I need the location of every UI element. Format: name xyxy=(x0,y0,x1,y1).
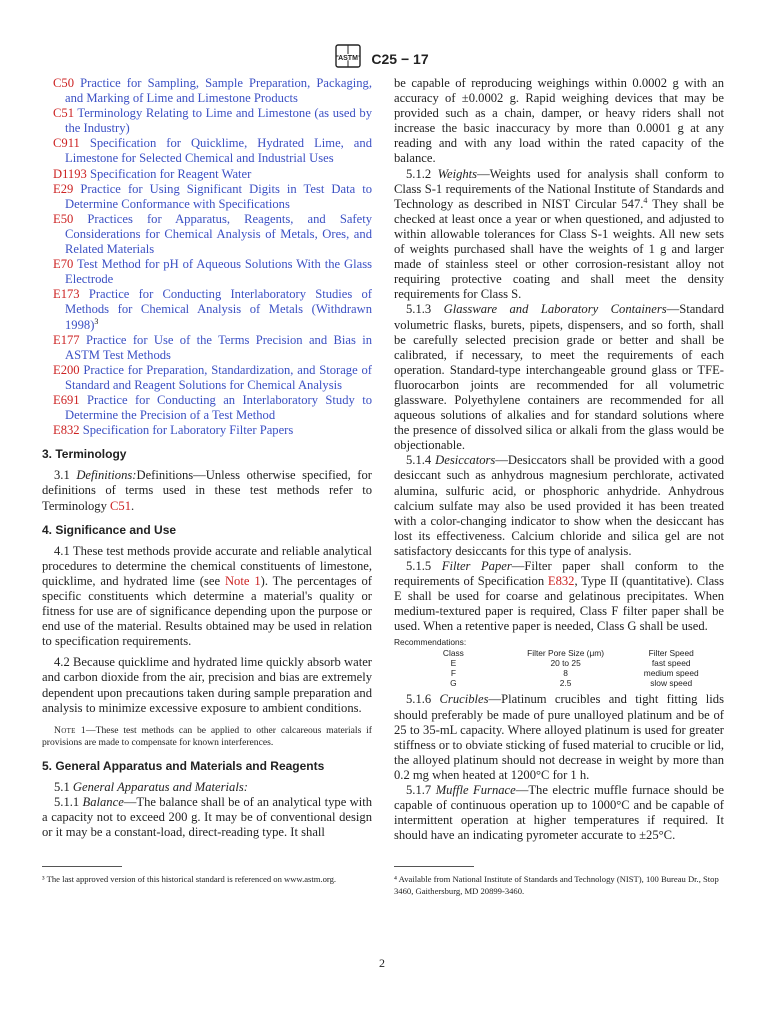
paragraph-5-1-2: 5.1.2 Weights—Weights used for analysis shall conform to Class S-1 requirements of the National Institute of Standards and Technology as described in NIST Circular 547.$^4$ They shall be checked at least once a year or when questioned, and adjusted to within allowable tolerances for Class S-1 weights. All new sets of weights purchased shall have the weights of 1 g and larger made of stainless steel or other corrosion-resistant alloy not requiring protective coating and shall meet the density requirements for Class S. xyxy=(394,166,724,302)
paragraph-5-1-4: 5.1.4 Desiccators—Desiccators shall be provided with a good desiccant such as anhydrous magnesium perchlorate, activated alumina, sulfuric acid, or phosphoric anhydride. Anhydrous calcium sulfate may also be used provided it has been treated with a color-changing indicator to show when the desiccant has lost its effectiveness. Calcium chloride and silica gel are not satisfactory desiccants for this type of analysis. xyxy=(394,453,724,558)
footnote-divider xyxy=(394,866,474,867)
paragraph-5-1-1-cont: be capable of reproducing weighings within 0.0002 g with an accuracy of ±0.0002 g. Rapid weighing devices that may be provided such as a chain, damper, or heavy riders shall not increase the basic inaccuracy by more than 0.0001 g at any reading and with any load within the rated capacity of the balance. xyxy=(394,76,724,166)
section-heading-significance: 4. Significance and Use xyxy=(42,522,177,537)
paragraph-5-1-7: 5.1.7 Muffle Furnace—The electric muffle furnace should be capable of continuous operation up to 1000°C and be capable of intermittent operation at higher temperatures if required. It should have an indicating pyrometer accurate to ±25°C. xyxy=(394,783,725,843)
reference-item[interactable]: E29 Practice for Using Significant Digits in Test Data to Determine Conformance with Specifications xyxy=(53,181,372,211)
left-column xyxy=(42,76,372,840)
note-1: Note 1—These test methods can be applied to other calcareous materials if provisions are made to compensate for known interferences. xyxy=(42,724,373,749)
paragraph-4-2: 4.2 Because quicklime and hydrated lime quickly absorb water and carbon dioxide from the air, precision and bias are extremely dependent upon precautions taken during sample preparation and analysis to minimize excessive exposure to ambient conditions. xyxy=(42,655,372,715)
right-column xyxy=(394,76,724,843)
reference-list xyxy=(42,76,372,438)
link-c51[interactable]: C51 xyxy=(110,498,132,513)
paragraph-5-1-5: 5.1.5 Filter Paper—Filter paper shall conform to the requirements of Specification E832, Type II (quantitative). Class E shall be used for coarse and gelatinous precipitates. When medium-textured paper is required, Class F filter paper shall be used. When a retentive paper is needed, Class G shall be used. xyxy=(394,559,725,634)
footnote-divider xyxy=(42,866,122,867)
reference-item[interactable]: E691 Practice for Conducting an Interlaboratory Study to Determine the Precision of a Test Method xyxy=(53,392,372,423)
reference-item[interactable]: D1193 Specification for Reagent Water xyxy=(53,166,252,181)
footnote-4: ⁴ Available from National Institute of Standards and Technology (NIST), 100 Bureau Dr., Stop 3460, Gaithersburg, MD 20899-3460. xyxy=(394,874,719,896)
paragraph-5-1: 5.1 General Apparatus and Materials: xyxy=(54,780,248,795)
paragraph-5-1-6: 5.1.6 Crucibles—Platinum crucibles and tight fitting lids should preferably be made of pure unalloyed platinum and be of 25 to 35-mL capacity. Where alloyed platinum is used for greater stiffness or to obviate sticking of fused material to crucible or lid, the alloyed platinum should not decrease in weight by more than 0.2 mg when heated at 1200°C for 1 h. xyxy=(394,692,724,782)
footnote-ref[interactable]: 3 xyxy=(94,316,99,326)
logo-text: ASTM xyxy=(338,55,359,62)
paragraph-3-1: 3.1 Definitions:Definitions—Unless otherwise specified, for definitions of terms used in these test methods refer to Terminology C51. xyxy=(42,468,372,513)
reference-item[interactable]: E70 Test Method for pH of Aqueous Solutions With the Glass Electrode xyxy=(53,257,373,287)
table-row: G 2.5 slow speed xyxy=(450,678,693,689)
paragraph-5-1-3: 5.1.3 Glassware and Laboratory Containers—Standard volumetric flasks, burets, pipets, dispensers, and so forth, shall be carefully selected precision grade or better and shall be calibrated, if necessary, to meet the requirements of each operation. Standard-type interchangeable ground glass or TFE-fluorocarbon joints are recommended for all volumetric glassware. Polyethylene containers are recommended for all aqueous solutions of alkalies and for standard solutions where the presence of dissolved silica or alkali from the glass would be objectionable. xyxy=(394,302,724,453)
section-heading-terminology: 3. Terminology xyxy=(42,447,127,462)
designation: C25 − 17 xyxy=(371,50,429,67)
link-e832[interactable]: E832 xyxy=(547,574,575,589)
reference-item[interactable]: C50 Practice for Sampling, Sample Preparation, Packaging, and Marking of Lime and Limestone Products xyxy=(53,76,372,106)
reference-item[interactable]: C51 Terminology Relating to Lime and Limestone (as used by the Industry) xyxy=(53,106,373,136)
astm-logo-icon xyxy=(335,44,361,73)
paragraph-5-1-1: 5.1.1 Balance—The balance shall be of an analytical type with a capacity not to exceed 200 g. It may be of conventional design or it may be a constant-load, direct-reading type. It shall xyxy=(42,795,372,840)
link-note-1[interactable]: Note 1 xyxy=(224,573,261,588)
recommendations-label: Recommendations: xyxy=(394,637,467,648)
reference-item[interactable]: E832 Specification for Laboratory Filter Papers xyxy=(53,423,294,438)
footnote-3: ³ The last approved version of this historical standard is referenced on www.astm.org. xyxy=(42,874,337,884)
page-header xyxy=(0,44,764,73)
recommendations-table xyxy=(394,637,724,688)
table-row: F 8 medium speed xyxy=(450,668,699,679)
page-number: 2 xyxy=(379,956,385,970)
reference-item[interactable]: E173 Practice for Conducting Interlaboratory Studies of Methods for Chemical Analysis of Metals (Withdrawn 1998)$^3$ xyxy=(53,287,372,332)
reference-item[interactable]: E50 Practices for Apparatus, Reagents, and Safety Considerations for Chemical Analysis of Metals, Ores, and Related Materials xyxy=(53,211,373,257)
reference-item[interactable]: E177 Practice for Use of the Terms Precision and Bias in ASTM Test Methods xyxy=(53,332,372,362)
reference-item[interactable]: C911 Specification for Quicklime, Hydrated Lime, and Limestone for Selected Chemical and Industrial Uses xyxy=(53,136,372,166)
section-heading-apparatus: 5. General Apparatus and Materials and Reagents xyxy=(42,758,325,773)
reference-item[interactable]: E200 Practice for Preparation, Standardization, and Storage of Standard and Reagent Solutions for Chemical Analysis xyxy=(53,362,372,392)
paragraph-4-1: 4.1 These test methods provide accurate and reliable analytical procedures to determine the chemical constituents of limestone, quicklime, and hydrated lime (see Note 1). The percentages of specific constituents which determine a material's quality or fitness for use are of significance depending upon the purpose or end use of the material. Results obtained may be used in relation to specification requirements. xyxy=(42,543,372,649)
table-header-row: Class Filter Pore Size (μm) Filter Speed xyxy=(442,647,694,658)
table-row: E 20 to 25 fast speed xyxy=(450,657,691,668)
